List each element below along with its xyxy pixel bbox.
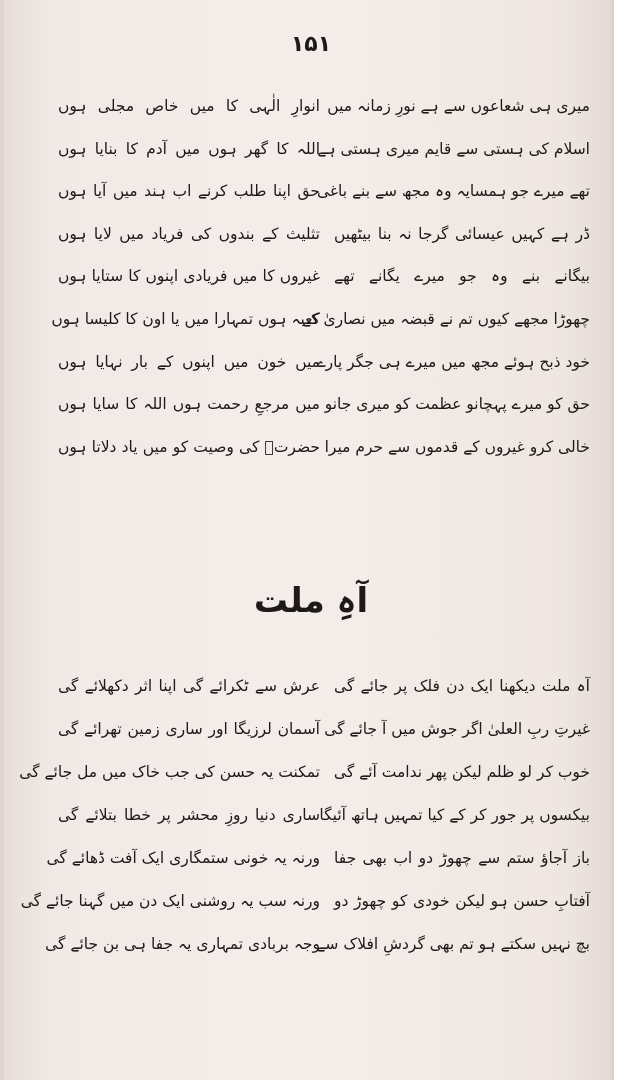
misra-first: خود ذبح ہوئے مجھ میں میرے ہی جگر پارے	[316, 352, 590, 371]
misra-first: حق کو میرے پہچانو عظمت کو میری جانو	[324, 395, 590, 414]
misra-second: وجہ بربادی تمہاری یہ جفا ہی بن جائے گی	[45, 935, 320, 953]
misra-second: کعبہ ہوں تمہارا میں یا اون کا کلیسا ہوں	[51, 309, 320, 328]
misra-first: چھوڑا مجھے کیوں تم نے قبضہ میں نصاریٰ کے	[302, 309, 590, 328]
misra-second: میں مرجعِ رحمت ہوں اللہ کا سایا ہوں	[58, 395, 320, 414]
misra-first: تھے میرے جو ہمسایہ وہ مجھ سے بنے باغی	[316, 182, 590, 201]
misra-second: آسمان لرزیگا اور ساری زمین تھرائے گی	[58, 720, 320, 738]
misra-first: خوب کر لو ظلم لیکن پھر ندامت آئے گی	[333, 763, 590, 781]
misra-first: میری ہی شعاعوں سے ہے نورِ زمانہ میں	[327, 97, 590, 115]
couplet	[4, 131, 618, 174]
misra-second: انوارِ الٰہی کا میں خاص مجلی ہوں	[58, 97, 320, 115]
misra-second: حق اپنا طلب کرنے اب ہند میں آیا ہوں	[58, 182, 320, 201]
couplet	[4, 840, 618, 883]
poem-2	[4, 668, 618, 969]
couplet	[4, 173, 618, 216]
misra-second: اللہ کا گھر ہوں میں آدم کا بنایا ہوں	[58, 139, 320, 158]
page-number: ۱۵۱	[290, 32, 332, 57]
misra-second: تمکنت یہ حسن کی جب خاک میں مل جائے گی	[19, 763, 320, 781]
couplet	[4, 429, 618, 472]
couplet	[4, 216, 618, 259]
misra-first: غیرتِ ربِ العلیٰ اگر جوش میں آ جائے گی	[324, 720, 590, 738]
couplet	[4, 301, 618, 344]
poem-1	[4, 88, 618, 471]
misra-second: غیروں کا میں فریادی اپنوں کا ستایا ہوں	[58, 267, 320, 286]
misra-second: عرش سے ٹکرائے گی اپنا اثر دکھلائے گی	[58, 677, 320, 695]
couplet	[4, 883, 618, 926]
misra-first: ڈر ہے کہیں عیسائی گرجا نہ بنا بیٹھیں	[334, 224, 590, 243]
misra-second: ورنہ سب یہ روشنی ایک دن میں گہنا جائے گی	[20, 892, 320, 910]
misra-second: میں خون میں اپنوں کے بار نہایا ہوں	[58, 352, 320, 371]
couplet	[4, 344, 618, 387]
couplet	[4, 754, 618, 797]
couplet	[4, 711, 618, 754]
misra-first: باز آجاؤ ستم سے چھوڑ دو اب بھی جفا	[334, 849, 590, 867]
misra-second: ورنہ یہ خونی ستمگاری ایک آفت ڈھائے گی	[46, 849, 320, 867]
misra-first: بچ نہیں سکتے ہو تم بھی گردشِ افلاک سے	[316, 935, 590, 953]
misra-first: بیگانے بنے وہ جو میرے یگانے تھے	[334, 267, 590, 286]
misra-first: آہ ملت دیکھنا ایک دن فلک پر جائے گی	[334, 677, 590, 695]
couplet	[4, 258, 618, 301]
couplet	[4, 88, 618, 131]
misra-first: آفتابِ حسن ہو لیکن خودی کو چھوڑ دو	[334, 892, 590, 910]
misra-first: خالی کرو غیروں کے قدموں سے حرم میرا	[324, 437, 590, 456]
misra-second: حضرتؐ کی وصیت کو میں یاد دلاتا ہوں	[58, 437, 320, 456]
couplet	[4, 668, 618, 711]
poem-title: آہِ ملت	[253, 581, 369, 621]
couplet	[4, 386, 618, 429]
misra-second: ساری دنیا روزِ محشر پر خطا بتلائے گی	[58, 806, 320, 824]
couplet	[4, 797, 618, 840]
misra-second: تثلیث کے بندوں کی فریاد میں لایا ہوں	[58, 224, 320, 243]
couplet	[4, 926, 618, 969]
misra-first: اسلام کی ہستی سے قایم میری ہستی ہے	[317, 139, 590, 158]
misra-first: بیکسوں پر جور کر کے کیا تمہیں ہاتھ آئیگا	[319, 806, 590, 824]
